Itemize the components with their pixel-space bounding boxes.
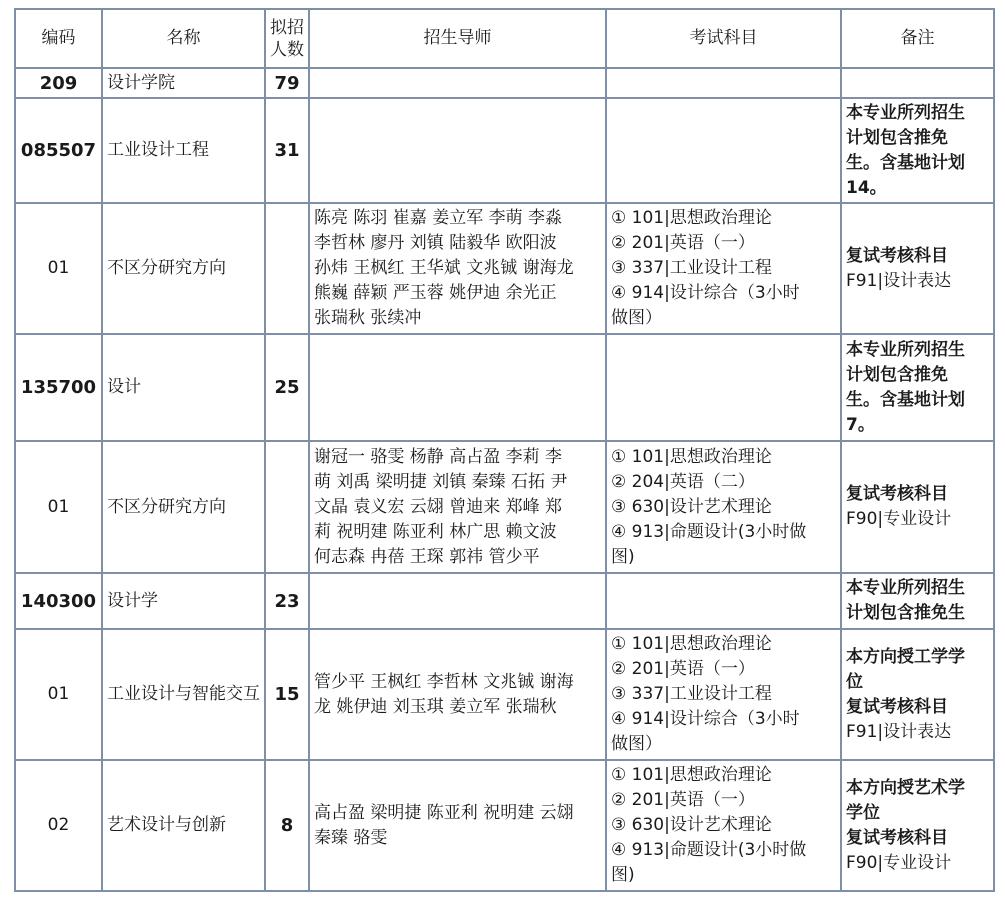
quota-cell — [265, 203, 309, 334]
note-line: 本方向授艺术学 — [846, 777, 965, 798]
code-cell: 209 — [15, 68, 102, 98]
exam-line: 做图） — [611, 308, 662, 328]
note-line: 计划包含推免 — [846, 127, 948, 148]
quota-cell: 15 — [265, 629, 309, 760]
notes-cell — [841, 629, 994, 760]
tutors-cell — [309, 760, 606, 891]
exam-line: 图) — [611, 865, 635, 885]
table-row — [15, 68, 994, 98]
code-cell: 02 — [15, 760, 102, 891]
tutors-cell — [309, 68, 606, 98]
exam-line: ④ 913|命题设计(3小时做 — [611, 840, 807, 860]
header-name: 名称 — [102, 9, 265, 68]
note-line: 生。含基地计划 — [846, 152, 965, 173]
tutor-line: 莉 祝明建 陈亚利 林广思 赖文波 — [314, 521, 557, 542]
table-row — [15, 334, 994, 441]
tutor-line: 文晶 袁义宏 云翃 曾迪来 郑峰 郑 — [314, 496, 563, 517]
name-cell: 艺术设计与创新 — [102, 760, 265, 891]
tutor-line: 李哲林 廖丹 刘镇 陆毅华 欧阳波 — [314, 233, 557, 253]
code-cell: 140300 — [15, 573, 102, 629]
name-cell: 设计学院 — [102, 68, 265, 98]
tutor-line: 高占盈 梁明捷 陈亚利 祝明建 云翃 — [314, 802, 574, 823]
exam-line: ① 101|思想政治理论 — [611, 634, 772, 654]
tutor-line: 管少平 王枫红 李哲林 文兆铖 谢海 — [314, 671, 574, 692]
note-line: 复试考核科目 — [846, 245, 948, 266]
exams-cell — [606, 203, 841, 334]
tutor-line: 陈亮 陈羽 崔嘉 姜立军 李萌 李淼 — [314, 208, 563, 228]
tutors-cell — [309, 629, 606, 760]
exams-cell — [606, 629, 841, 760]
table-row — [15, 629, 994, 760]
tutors-cell — [309, 334, 606, 441]
tutor-line: 张瑞秋 张续冲 — [314, 308, 422, 328]
tutor-line: 孙炜 王枫红 王华斌 文兆铖 谢海龙 — [314, 258, 574, 278]
note-line: 复试考核科目 — [846, 696, 948, 717]
exam-line: ① 101|思想政治理论 — [611, 208, 772, 228]
note-line: 本专业所列招生 — [846, 102, 965, 123]
exam-line: ① 101|思想政治理论 — [611, 765, 772, 785]
table-row — [15, 760, 994, 891]
code-cell: 135700 — [15, 334, 102, 441]
exam-line: ③ 630|设计艺术理论 — [611, 496, 772, 517]
note-line: 本专业所列招生 — [846, 339, 965, 360]
note-line: 14。 — [846, 177, 887, 198]
quota-cell: 23 — [265, 573, 309, 629]
exams-cell — [606, 334, 841, 441]
note-line: 学位 — [846, 802, 880, 823]
header-exams: 考试科目 — [606, 9, 841, 68]
tutors-cell — [309, 573, 606, 629]
name-cell: 设计 — [102, 334, 265, 441]
tutors-cell — [309, 203, 606, 334]
tutor-line: 萌 刘禹 梁明捷 刘镇 秦臻 石拓 尹 — [314, 471, 568, 492]
note-line: 计划包含推免 — [846, 364, 948, 385]
tutor-line: 谢冠一 骆雯 杨静 高占盈 李莉 李 — [314, 446, 563, 467]
quota-cell: 31 — [265, 98, 309, 203]
name-cell: 工业设计工程 — [102, 98, 265, 203]
notes-cell — [841, 98, 994, 203]
tutor-line: 熊巍 薛颖 严玉蓉 姚伊迪 余光正 — [314, 283, 557, 303]
header-quota-line2: 人数 — [270, 39, 304, 60]
table-row — [15, 98, 994, 203]
exam-line: ② 201|英语（一） — [611, 233, 755, 253]
note-line: 复试考核科目 — [846, 484, 948, 504]
exam-line: ② 204|英语（二） — [611, 471, 755, 492]
exam-line: ③ 337|工业设计工程 — [611, 258, 772, 278]
tutors-cell — [309, 98, 606, 203]
notes-cell — [841, 441, 994, 573]
exam-line: ④ 914|设计综合（3小时 — [611, 283, 800, 303]
note-line: 位 — [846, 671, 863, 692]
exam-line: ③ 337|工业设计工程 — [611, 684, 772, 704]
note-line: 本方向授工学学 — [846, 646, 965, 667]
exam-line: ② 201|英语（一） — [611, 790, 755, 810]
note-line: 7。 — [846, 414, 875, 435]
exam-line: ③ 630|设计艺术理论 — [611, 815, 772, 835]
table-row — [15, 573, 994, 629]
code-cell: 085507 — [15, 98, 102, 203]
header-notes: 备注 — [841, 9, 994, 68]
name-cell: 不区分研究方向 — [102, 441, 265, 573]
code-cell: 01 — [15, 203, 102, 334]
exam-line: ④ 913|命题设计(3小时做 — [611, 521, 807, 542]
header-code: 编码 — [15, 9, 102, 68]
exams-cell — [606, 441, 841, 573]
quota-cell: 8 — [265, 760, 309, 891]
exam-line: 做图） — [611, 734, 662, 754]
exams-cell — [606, 68, 841, 98]
header-row — [15, 9, 994, 68]
note-line: F90|专业设计 — [846, 509, 952, 529]
table-row — [15, 203, 994, 334]
header-quota-line1: 拟招 — [270, 17, 304, 38]
tutors-cell — [309, 441, 606, 573]
note-line: 计划包含推免生 — [846, 603, 965, 623]
header-quota — [265, 9, 309, 68]
exams-cell — [606, 573, 841, 629]
exams-cell — [606, 760, 841, 891]
quota-cell — [265, 441, 309, 573]
code-cell: 01 — [15, 441, 102, 573]
header-tutors: 招生导师 — [309, 9, 606, 68]
code-cell: 01 — [15, 629, 102, 760]
exam-line: ① 101|思想政治理论 — [611, 446, 772, 467]
table-row — [15, 441, 994, 573]
notes-cell — [841, 203, 994, 334]
notes-cell — [841, 760, 994, 891]
exam-line: ④ 914|设计综合（3小时 — [611, 709, 800, 729]
notes-cell — [841, 573, 994, 629]
exams-cell — [606, 98, 841, 203]
note-line: F91|设计表达 — [846, 270, 952, 291]
tutor-line: 何志森 冉蓓 王琛 郭祎 管少平 — [314, 546, 540, 567]
quota-cell: 79 — [265, 68, 309, 98]
name-cell: 设计学 — [102, 573, 265, 629]
exam-line: ② 201|英语（一） — [611, 659, 755, 679]
table-body — [15, 68, 994, 891]
notes-cell — [841, 68, 994, 98]
note-line: 生。含基地计划 — [846, 389, 965, 410]
note-line: 复试考核科目 — [846, 827, 948, 848]
name-cell: 不区分研究方向 — [102, 203, 265, 334]
note-line: F91|设计表达 — [846, 721, 952, 742]
tutor-line: 龙 姚伊迪 刘玉琪 姜立军 张瑞秋 — [314, 696, 557, 717]
name-cell: 工业设计与智能交互 — [102, 629, 265, 760]
tutor-line: 秦臻 骆雯 — [314, 827, 388, 848]
note-line: 本专业所列招生 — [846, 578, 965, 598]
enrollment-table — [14, 8, 995, 892]
quota-cell: 25 — [265, 334, 309, 441]
note-line: F90|专业设计 — [846, 852, 952, 873]
exam-line: 图) — [611, 546, 635, 567]
notes-cell — [841, 334, 994, 441]
